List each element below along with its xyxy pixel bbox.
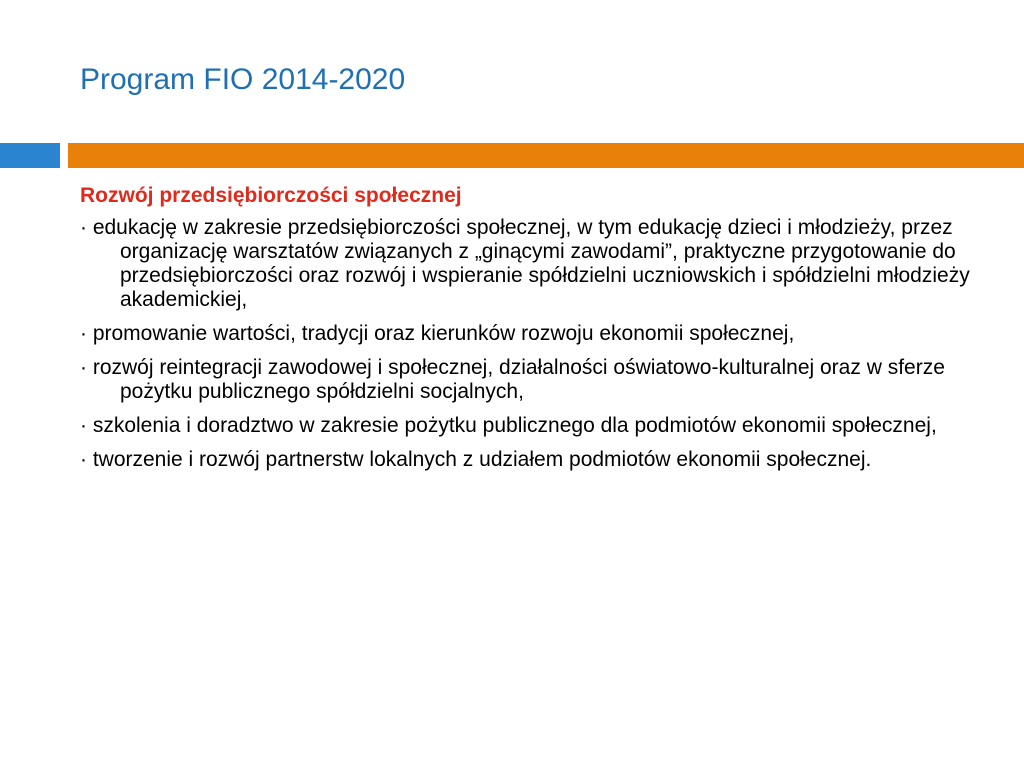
list-item: · promowanie wartości, tradycji oraz kierunków rozwoju ekonomii społecznej, (80, 322, 795, 345)
list-item: · szkolenia i doradztwo w zakresie pożytku publicznego dla podmiotów ekonomii społecznej, (80, 414, 937, 437)
section-heading: Rozwój przedsiębiorczości społecznej (80, 184, 462, 207)
list-item: · rozwój reintegracji zawodowej i społecznej, działalności oświatowo-kulturalnej oraz w sferze pożytku publicznego spółdzielni socjalnych, (80, 356, 945, 403)
list-item: · edukację w zakresie przedsiębiorczości społecznej, w tym edukację dzieci i młodzieży, przez organizację warsztatów związanych z „ginącymi zawodami”, praktyczne przygotowanie do przedsiębiorczości oraz rozwój i wspieranie spółdzielni uczniowskich i spółdzielni młodzieży akademickiej, (80, 216, 970, 311)
slide-title: Program FIO 2014-2020 (80, 63, 406, 96)
slide-content (80, 181, 980, 482)
accent-bar-blue (0, 143, 60, 168)
list-item: · tworzenie i rozwój partnerstw lokalnych z udziałem podmiotów ekonomii społecznej. (80, 448, 872, 471)
accent-bar-orange (68, 143, 1024, 168)
